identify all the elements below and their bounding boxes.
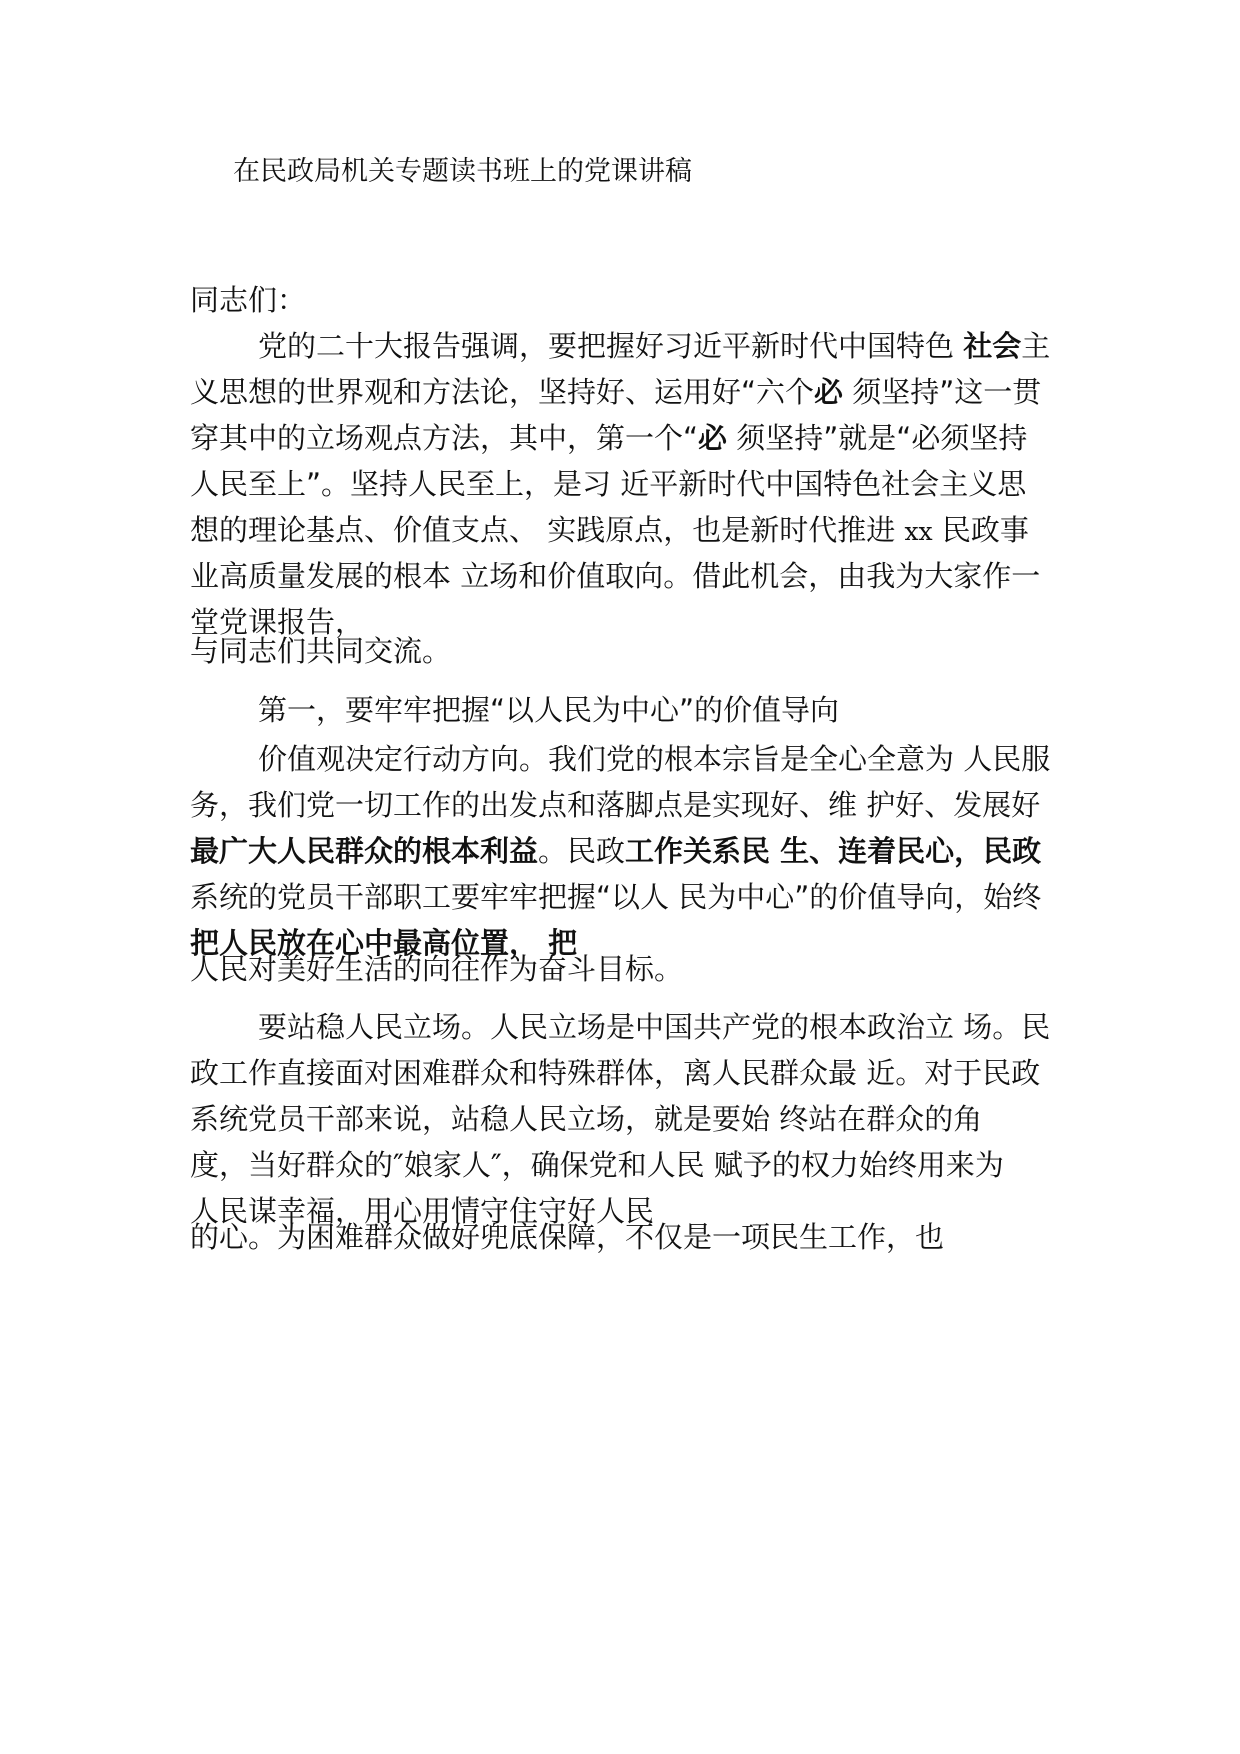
paragraph-line: 人民对美好生活的向往作为奋斗目标。	[190, 952, 684, 986]
paragraph-line: 度，当好群众的″娘家人″，确保党和人民 赋予的权力始终用来为	[190, 1148, 1004, 1182]
paragraph-2	[190, 628, 1070, 674]
paragraph-line: 堂党课报告，	[190, 605, 365, 639]
paragraph-line: 把人民放在心中最高位置， 把	[190, 926, 578, 960]
paragraph-line: 务，我们党一切工作的出发点和落脚点是实现好、维 护好、发展好	[190, 788, 1041, 822]
paragraph-line: 人民谋幸福，用心用情守住守好人民	[190, 1194, 655, 1228]
paragraph-7	[190, 1214, 1070, 1260]
paragraph-line: 穿其中的立场观点方法，其中，第一个“必 须坚持”就是“必须坚持	[190, 421, 1028, 455]
salutation: 同志们：	[190, 283, 307, 317]
paragraph-line: 业高质量发展的根本 立场和价值取向。借此机会，由我为大家作一	[190, 559, 1041, 593]
paragraph-line: 党的二十大报告强调，要把握好习近平新时代中国特色 社会主	[258, 329, 1051, 363]
section-heading: 第一，要牢牢把握“以人民为中心”的价值导向	[258, 693, 840, 727]
paragraph-5	[190, 946, 1070, 992]
paragraph-line: 最广大人民群众的根本利益。民政工作关系民 生、连着民心，民政	[190, 834, 1042, 868]
section-heading-1	[190, 687, 1070, 733]
paragraph-4	[190, 736, 1070, 966]
paragraph-line: 义思想的世界观和方法论，坚持好、运用好“六个必 须坚持”这一贯	[190, 375, 1042, 409]
paragraph-line: 的心。为困难群众做好兜底保障，不仅是一项民生工作，也	[190, 1220, 945, 1254]
paragraph-line: 价值观决定行动方向。我们党的根本宗旨是全心全意为 人民服	[258, 742, 1051, 776]
paragraph-line: 与同志们共同交流。	[190, 634, 452, 668]
paragraph-1	[190, 323, 1070, 645]
paragraph-line: 政工作直接面对困难群众和特殊群体，离人民群众最 近。对于民政	[190, 1056, 1041, 1090]
paragraph-line: 想的理论基点、价值支点、 实践原点，也是新时代推进 xx 民政事	[190, 513, 1029, 547]
paragraph-line: 系统党员干部来说，站稳人民立场，就是要始 终站在群众的角	[190, 1102, 983, 1136]
paragraph-line: 要站稳人民立场。人民立场是中国共产党的根本政治立 场。民	[258, 1010, 1051, 1044]
document-title: 在民政局机关专题读书班上的党课讲稿	[233, 156, 692, 187]
salutation-block	[190, 277, 1070, 323]
paragraph-line: 系统的党员干部职工要牢牢把握“以人 民为中心”的价值导向，始终	[190, 880, 1042, 914]
paragraph-6	[190, 1004, 1070, 1234]
paragraph-line: 人民至上”。坚持人民至上，是习 近平新时代中国特色社会主义思	[190, 467, 1027, 501]
